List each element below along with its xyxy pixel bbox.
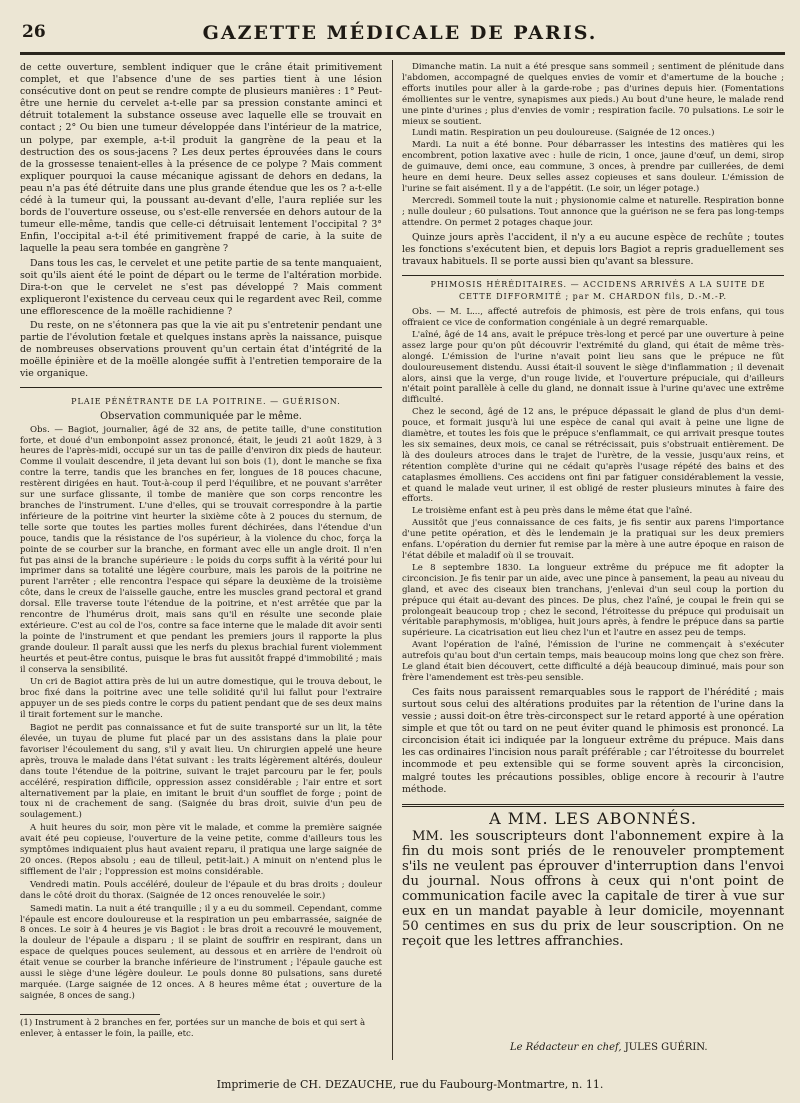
phimosis-paragraph: Le 8 septembre 1830. La longueur extrême du prépuce me fit adopter la circoncision. Je fis tenir par un aide, avec une pince à pansement, la peau au niveau du gland, et avec des ciseaux bien tranchans, j'enlevai d'un seul coup la portion du prépuce qui était au-devant des pinces. De plus, chez l'aîné, je coupai le frein qui se prolongeait beaucoup trop ; chez le second, l'étroitesse du prépuce qui produisait un véritable paraphymosis, m'obligea, huit jours après, à fendre le prépuce dans sa partie supérieure. La cicatrisation eut lieu chez l'un et l'autre en assez peu de temps. [402,562,784,639]
editor-label: Le Rédacteur en chef, [510,1042,622,1053]
closing-paragraph: Ces faits nous paraissent remarquables sous le rapport de l'hérédité ; mais surtout sous celui des altérations produites par la rétention de l'urine dans la vessie ; aussi doit-on être très-circonspect sur le retard apporté à une opération simple et que tôt ou tard on ne peut éviter quand le phimosis est prononcé. La circoncision était ici indiquée par la longueur extrême du prépuce. Mais dans les cas ordinaires l'incision nous paraît préférable ; car l'étroitesse du bourrelet incommode et peu extensible qui se forme souvent après la circoncision, malgré toutes les précautions possibles, oblige encore à recourir à l'autre méthode. [402,686,784,795]
editor-signature [510,1042,708,1053]
day-entry: Mercredi. Sommeil toute la nuit ; physionomie calme et naturelle. Respiration bonne ; nulle douleur ; 60 pulsations. Tout annonce que la guérison ne se fera pas long-temps attendre. On permet 2 potages chaque jour. [402,195,784,228]
observation-paragraph: Un cri de Bagiot attira près de lui un autre domestique, qui le trouva debout, le broc fixé dans la poitrine avec une telle solidité qu'il lui fallut pour l'extraire appuyer un de ses pieds contre le corps du patient pendant que de ses deux mains il tirait fortement sur le manche. [20,677,382,721]
footnote-rule [20,1014,160,1015]
phimosis-paragraph: Obs. — M. L..., affecté autrefois de phimosis, est père de trois enfans, qui tous offraient ce vice de conformation congéniale à un degré remarquable. [402,307,784,328]
right-column [402,62,784,950]
section-title-plaie: PLAIE PÉNÉTRANTE DE LA POITRINE. — GUÉRISON. [71,397,341,407]
column-divider [392,60,393,1060]
day-entry: Mardi. La nuit a été bonne. Pour débarrasser les intestins des matières qui les encombrent, potion laxative avec : huile de ricin, 1 once, jaune d'œuf, un demi, sirop de guimauve, demi once, eau commune, 3 onces, à prendre par cuillerées, de demi heure en demi heure. Deux selles assez copieuses et sans douleur. L'émission de l'urine se fait aisément. Il y a de l'appétit. (Le soir, un léger potage.) [402,140,784,194]
printer-imprint: Imprimerie de CH. DEZAUCHE, rue du Faubourg-Montmartre, n. 11. [216,1078,604,1091]
observation-paragraph: Obs. — Bagiot, journalier, âgé de 32 ans, de petite taille, d'une constitution forte, et doué d'un embonpoint assez prononcé, était, le jeudi 21 août 1829, à 3 heures de l'après-midi, occupé sur un tas de paille d'environ dix pieds de hauteur. Comme il voulait descendre, il jeta devant lui son bois (1), dont le manche se fixa contre la terre, tandis que les branches en fer, longues de 18 pouces chacune, restèrent dirigées en haut. Tout-à-coup il perd l'équilibre, et ne pouvant s'arrêter sur une surface glissante, il tombe de manière que son corps rencontre les branches de l'instrument. L'une d'elles, qui se trouvait correspondre à la partie inférieure de la poitrine vint heurter la sixième côte à 2 pouces du sternum, de telle sorte que toutes les parties molles furent déchirées, dans l'étendue d'un pouce, tandis que la résistance de l'os supérieur, à la violence du choc, força la pointe de se courber sur la branche, en formant avec elle un angle droit. Il n'en fut pas ainsi de la branche supérieure : le poids du corps suffit à la vérité pour lui imprimer dans sa totalité une légère courbure, mais les parois de la poitrine ne purent l'arrêter ; elle rencontra l'espace qui sépare la deuxième de la troisième côte, dans le creux de l'aisselle gauche, entre les muscles grand pectoral et grand dorsal. Elle traverse toute l'étendue de la poitrine, et n'est arrêtée que par la rencontre de l'humérus droit, mais sans qu'il en résulte une seconde plaie extérieure. C'est au col de l'os, contre sa face interne que le malade dit avoir senti la pointe de l'instrument et que pendant les premiers jours il rapporte la plus grande douleur. Il paraît aussi que les nerfs du plexus brachial furent violemment heurtés et peut-être contus, puisque le bras fut aussitôt frappé d'immobilité ; mais il conserva la sensibilité. [20,424,382,675]
observation-paragraph: Bagiot ne perdit pas connaissance et fut de suite transporté sur un lit, la tête élevée, un tuyau de plume fut placé par un des assistans dans la plaie pour favoriser l'écoulement du sang, s'il y avait lieu. Un chirurgien appelé une heure après, trouva le malade dans l'état suivant : les traits légèrement altérés, douleur dans toute l'étendue de la poitrine, suivant le trajet parcouru par le fer, pouls accéléré, respiration difficile, oppression assez considérable ; l'air entre et sort alternativement par la plaie, en imitant le bruit d'un soufflet de forge ; point de toux ni de crachement de sang. (Saignée du bras droit, suivie d'un peu de soulagement.) [20,723,382,821]
page-number: 26 [22,22,46,42]
footnote: (1) Instrument à 2 branches en fer, portées sur un manche de bois et qui sert à enlever, à entasser le foin, la paille, etc. [20,1018,366,1039]
observation-paragraph: Samedi matin. La nuit a été tranquille ; il y a eu du sommeil. Cependant, comme l'épaule est encore douloureuse et la respiration un peu embarrassée, saignée de 8 onces. Le soir à 4 heures je vis Bagiot : le bras droit a recouvré le mouvement, la douleur de l'épaule a disparu ; il se plaint de souffrir en respirant, dans un espace de quelques pouces seulement, au dessous et en arrière de l'endroit où était venue se courber la branche inférieure de l'instrument ; l'épaule gauche est aussi le siège d'une légère douleur. Le pouls donne 80 pulsations, sans dureté marquée. (Large saignée de 12 onces. A 8 heures même état ; ouverture de la saignée, 8 onces de sang.) [20,903,382,1001]
paragraph: Dans tous les cas, le cervelet et une petite partie de sa tente manquaient, soit qu'ils aient été le point de départ ou le terme de l'altération morbide. Dira-t-on que le cervelet ne s'est pas développé ? Mais comment expliqueront l'existence du cerveau ceux qui le regardent avec Reil, comme une efflorescence de la moëlle rachidienne ? [20,257,382,317]
phimosis-paragraph: L'aîné, âgé de 14 ans, avait le prépuce très-long et percé par une ouverture à peine assez large pour qu'on pût découvrir l'extrémité du gland, qui était de même très-alongé. L'émission de l'urine n'avait point lieu sans que le prépuce ne fût douloureusement distendu. Aussi était-il souvent le siège d'inflammation ; il devenait alors, ainsi que la verge, d'un rouge livide, et l'ouverture prépuciale, qui d'ailleurs n'était point parallèle à celle du gland, ne donnait issue à l'urine qu'avec une extrême difficulté. [402,329,784,406]
phimosis-paragraph: Avant l'opération de l'aîné, l'émission de l'urine ne commençait à s'exécuter autrefois qu'au bout d'un certain temps, mais beaucoup moins long que chez son frère. Le gland était bien découvert, cette difficulté a déjà beaucoup diminué, mais pour son frère l'amendement est très-peu sensible. [402,640,784,683]
subscribers-notice [402,804,784,949]
phimosis-paragraph: Le troisième enfant est à peu près dans le même état que l'aîné. [412,506,693,517]
section-subtitle: Observation communiquée par le même. [100,410,302,422]
left-column [20,62,382,1004]
observation-paragraph: Vendredi matin. Pouls accéléré, douleur de l'épaule et du bras droits ; douleur dans le côté droit du thorax. (Saignée de 12 onces renouvelée le soir.) [20,879,382,901]
section-rule [402,275,784,276]
subscribers-title: A MM. LES ABONNÉS. [489,808,697,828]
observation-paragraph: A huit heures du soir, mon père vit le malade, et comme la première saignée avait été peu copieuse, l'ouverture de la veine petite, comme d'ailleurs tous les symptômes indiquaient plus haut avaient reparu, il pratiqua une large saignée de 20 onces. (Repos absolu ; eau de tilleul, petit-lait.) A minuit on n'entend plus le sifflement de l'air ; l'oppression est moins considérable. [20,823,382,877]
phimosis-paragraph: Chez le second, âgé de 12 ans, le prépuce dépassait le gland de plus d'un demi-pouce, et formait jusqu'à lui une espèce de canal qui avait à peine une ligne de diamètre, et toutes les fois que le prépuce s'enflammait, ce qui arrivait presque toutes les six semaines, deux mois, ce canal se rétrécissait, puis s'obstruait entièrement. De là des douleurs atroces dans le trajet de l'urètre, de la vessie, jusqu'aux reins, et rétention complète d'urine qui ne cédait qu'après l'usage répété des bains et des cataplasmes émolliens. Ces accidens ont fini par fatiguer considérablement la vessie, et quand le malade veut uriner, il est obligé de rester plusieurs minutes à faire des efforts. [402,407,784,505]
day-entry: Dimanche matin. La nuit a été presque sans sommeil ; sentiment de plénitude dans l'abdomen, accompagné de quelques envies de vomir et d'amertume de la bouche ; efforts inutiles pour aller à la garde-robe ; pas d'urines depuis hier. (Fomentations émollientes sur le ventre, synapismes aux pieds.) Au bout d'une heure, le malade rend une pinte d'urines ; plus d'envies de vomir ; respiration facile. 70 pulsations. Le soir le mieux se soutient. [402,62,784,127]
paragraph: de cette ouverture, semblent indiquer que le crâne était primitivement complet, et que l'absence d'une de ses parties tient à une lésion consécutive dont on peut se rendre compte de plusieurs manières : 1° Peut-être une hernie du cervelet a-t-elle par sa pression constante aminci et détruit totalement la substance osseuse avec laquelle elle se trouvait en contact ; 2° Ou bien une tumeur développée dans l'intérieur de la matrice, un polype, par exemple, a-t-il produit la gangrène de la peau et la destruction des os sous-jacens ? Les deux pertes éprouvées dans le cours de la grossesse tenaient-elles à la présence de ce polype ? Mais comment expliquer pourquoi la cause mécanique agissant de dehors en dedans, la peau n'a pas été détruite dans une plus grande étendue que les os ? a-t-elle cédé à la tumeur qui, la poussant au-devant d'elle, l'aura repliée sur les bords de l'ouverture osseuse, ou s'est-elle renversée en dehors autour de la tumeur elle-même, tandis que celle-ci détruisait lentement l'occipital ? 3° Enfin, l'occipital a-t-il été primitivement frappé de carie, à la suite de laquelle la peau sera tombée en gangrène ? [20,62,382,255]
conclusion-paragraph: Quinze jours après l'accident, il n'y a eu aucune espèce de rechûte ; toutes les fonctions s'exécutent bien, et depuis lors Bagiot a repris graduellement ses travaux habituels. Il se porte aussi bien qu'avant sa blessure. [402,231,784,267]
section-rule [20,387,382,388]
paragraph: Du reste, on ne s'étonnera pas que la vie ait pu s'entretenir pendant une partie de l'évolution fœtale et quelques instans après la naissance, puisque de nombreuses observations prouvent qu'un certain état d'intégrité de la moëlle épinière et de la moëlle alongée suffit à l'entretien temporaire de la vie organique. [20,319,382,380]
phimosis-paragraph: Aussitôt que j'eus connaissance de ces faits, je fis sentir aux parens l'importance d'une petite opération, et dès le lendemain je la pratiquai sur les deux premiers enfans. L'opération du dernier fut remise par la mère à une autre époque en raison de l'état débile et maladif où il se trouvait. [402,518,784,561]
editor-name: JULES GUÉRIN. [624,1042,708,1053]
day-entry: Lundi matin. Respiration un peu douloureuse. (Saignée de 12 onces.) [412,128,715,139]
masthead-title: GAZETTE MÉDICALE DE PARIS. [202,22,598,44]
header-rule [20,52,785,55]
section-title-phimosis: PHIMOSIS HÉRÉDITAIRES. — ACCIDENS ARRIVÉS A LA SUITE DE CETTE DIFFORMITÉ ; par M. CHARDON fils, D.-M.-P. [430,279,766,301]
subscribers-text: MM. les souscripteurs dont l'abonnement expire à la fin du mois sont priés de le renouveler promptement s'ils ne veulent pas éprouver d'interruption dans l'envoi du journal. Nous offrons à ceux qui n'ont point de communication facile avec la capitale de tirer à vue sur eux en un mandat payable à leur domicile, moyennant 50 centimes en sus du prix de leur souscription. On ne reçoit que les lettres affranchies. [402,828,784,949]
